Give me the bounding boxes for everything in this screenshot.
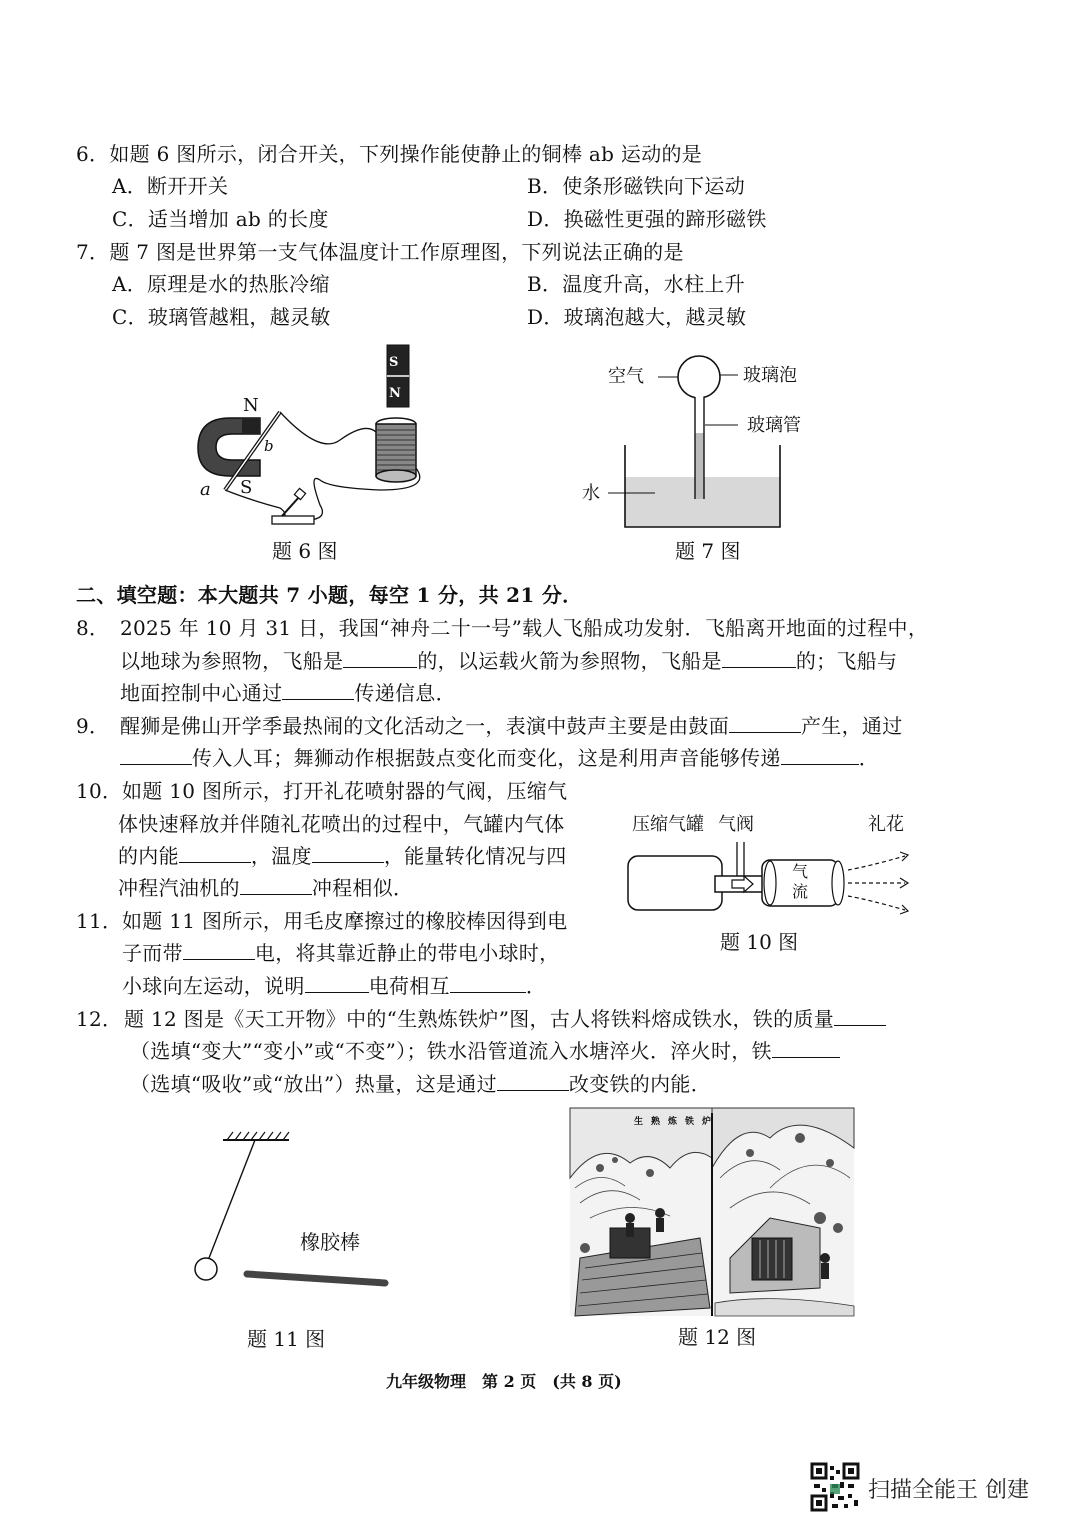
q8-line3: 地面控制中心通过 传递信息． [120,681,456,705]
q12-line2: （选填“变大”“变小”或“不变”）；铁水沿管道流入水塘淬火．淬火时，铁 [130,1039,840,1063]
q12-line1: 题 12 图是《天工开物》中的“生熟炼铁炉”图，古人将铁料熔成铁水，铁的质量 [124,1007,886,1031]
q10-blank-1[interactable] [179,844,251,863]
fig7-caption: 题 7 图 [675,539,741,563]
fig7-tube-label: 玻璃管 [747,415,801,436]
fig6-label-s: S [240,477,253,498]
fig10-flow-label-2: 流 [792,882,809,901]
q10-line3: 的内能 ，温度 ，能量转化情况与四 [118,844,567,868]
q11-blank-3[interactable] [450,974,526,993]
q8-line2: 以地球为参照物，飞船是 的，以运载火箭为参照物，飞船是 的；飞船与 [120,649,898,673]
q12-blank-2[interactable] [772,1039,840,1058]
fig11-diagram [185,1130,405,1290]
q9-line2: 传入人耳；舞狮动作根据鼓点变化而变化，这是利用声音能够传递 ． [120,746,879,770]
fig6-label-b: b [264,437,274,455]
q6-option-d: D．换磁性更强的蹄形磁铁 [527,207,767,231]
q9-line1: 醒狮是佛山开学季最热闹的文化活动之一，表演中鼓声主要是由鼓面 产生，通过 [120,714,903,738]
q12-number: 12． [76,1007,123,1031]
fig6-magnet-s: S [389,355,399,370]
q11-line3: 小球向左运动，说明 电荷相互 ． [122,974,547,998]
q8-blank-1[interactable] [343,649,417,668]
fig10-flower-label: 礼花 [868,814,904,835]
q11-blank-2[interactable] [305,974,369,993]
q8-blank-3[interactable] [282,681,354,700]
q6-option-c: C．适当增加 ab 的长度 [112,207,329,231]
q8-line1: 2025 年 10 月 31 日，我国“神舟二十一号”载人飞船成功发射．飞船离开地面的过程中， [120,616,929,640]
q12-blank-1[interactable] [834,1007,886,1026]
q7-option-a: A．原理是水的热胀冷缩 [112,272,330,296]
fig7-bulb-label: 玻璃泡 [743,365,797,386]
q7-option-d: D．玻璃泡越大，越灵敏 [527,305,747,329]
q11-line2: 子而带 电，将其靠近静止的带电小球时， [122,941,560,965]
q8-number: 8． [76,616,110,640]
fig10-flow-label-1: 气 [792,862,809,881]
fig10-valve-label: 气阀 [718,814,754,835]
q9-blank-3[interactable] [781,746,859,765]
q9-number: 9． [76,714,110,738]
q11-blank-1[interactable] [183,941,255,960]
q6-stem: 6．如题 6 图所示，闭合开关，下列操作能使静止的铜棒 ab 运动的是 [76,142,703,166]
q9-blank-2[interactable] [120,746,192,765]
fig10-diagram [620,836,920,926]
q12-line3: （选填“吸收”或“放出”）热量，这是通过 改变铁的内能． [130,1072,712,1096]
q6-option-b: B．使条形磁铁向下运动 [527,174,745,198]
fig7-water-label: 水 [582,483,600,504]
q6-option-a: A．断开开关 [112,174,229,198]
qr-code-icon [810,1462,860,1512]
fig7-air-label: 空气 [608,366,644,387]
q10-line4: 冲程汽油机的 冲程相似． [118,876,414,900]
fig12-illustration [570,1108,854,1316]
fig10-tank-label: 压缩气罐 [632,814,704,835]
q7-option-c: C．玻璃管越粗，越灵敏 [112,305,331,329]
fig6-label-n: N [243,395,259,416]
q10-blank-2[interactable] [312,844,384,863]
fig11-rod-label: 橡胶棒 [300,1230,360,1254]
q10-line2: 体快速释放并伴随礼花喷出的过程中，气罐内气体 [118,812,565,836]
q7-option-b: B．温度升高，水柱上升 [527,272,745,296]
fig6-diagram [180,340,450,535]
q11-number: 11． [76,909,123,933]
q8-blank-2[interactable] [722,649,796,668]
fig10-caption: 题 10 图 [720,930,799,954]
q7-stem: 7．题 7 图是世界第一支气体温度计工作原理图，下列说法正确的是 [76,240,684,264]
q10-blank-3[interactable] [240,876,312,895]
q12-blank-3[interactable] [497,1072,569,1091]
q10-number: 10． [76,779,123,803]
q9-blank-1[interactable] [729,714,801,733]
fig11-caption: 题 11 图 [247,1327,326,1351]
fig12-title: 生熟炼铁炉 [634,1117,720,1127]
q10-line1: 如题 10 图所示，打开礼花喷射器的气阀，压缩气 [122,779,568,803]
watermark-text: 扫描全能王 创建 [868,1478,1029,1503]
fig6-label-a: a [200,479,211,500]
section2-title: 二、填空题：本大题共 7 小题，每空 1 分，共 21 分． [76,583,583,607]
fig12-caption: 题 12 图 [678,1325,757,1349]
fig6-caption: 题 6 图 [272,539,338,563]
q11-line1: 如题 11 图所示，用毛皮摩擦过的橡胶棒因得到电 [122,909,568,933]
page-footer: 九年级物理 第 2 页 (共 8 页) [386,1372,622,1391]
fig6-magnet-n: N [389,386,401,401]
